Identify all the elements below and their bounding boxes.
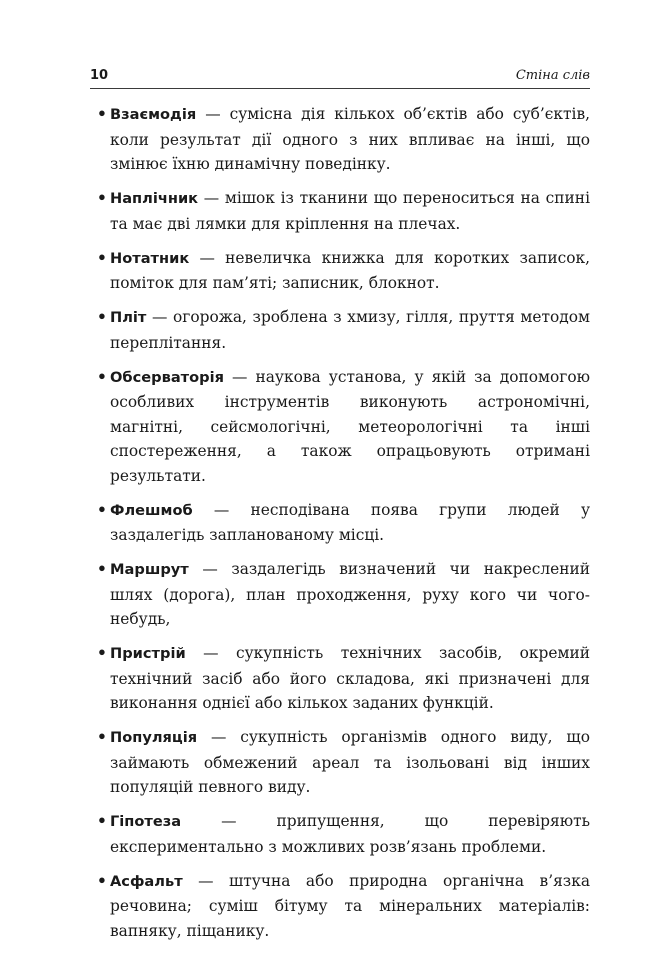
entry-term: Маршрут — [110, 561, 189, 578]
entry-definition: — сукупність організмів одного виду, що займають обмежений ареал та ізольовані від інших популяцій певного виду. — [110, 728, 590, 796]
entry-definition: — сукупність технічних засобів, окремий технічний засіб або його складова, які призначені для виконання однієї або кількох заданих функцій. — [110, 644, 590, 712]
bullet-icon: • — [97, 560, 107, 578]
entry-term: Асфальт — [110, 872, 183, 890]
page-number: 10 — [90, 68, 109, 83]
entry-definition: — несподівана поява групи людей у заздалегідь запланованому місці. — [110, 500, 590, 544]
glossary-entry — [97, 641, 590, 716]
entry-term: Взаємодія — [110, 106, 197, 123]
glossary-entry — [97, 102, 590, 177]
page-header — [90, 66, 590, 89]
entry-definition: — мішок із тканини що переноситься на спині та має дві лямки для кріплення на плечах. — [110, 189, 590, 233]
bullet-icon: • — [97, 105, 107, 123]
glossary-entry — [97, 365, 590, 489]
entry-term: Популяція — [110, 729, 198, 746]
bullet-icon: • — [97, 308, 107, 326]
bullet-icon: • — [97, 248, 107, 267]
glossary-entry — [97, 246, 590, 296]
bullet-icon: • — [97, 644, 107, 662]
glossary-entry — [97, 186, 590, 236]
entry-term: Обсерваторія — [110, 368, 224, 386]
bullet-icon: • — [97, 871, 107, 890]
glossary-entry — [97, 305, 590, 355]
entry-definition: — наукова установа, у якій за допомогою особливих інструментів виконують астрономічні, магнітні, сейсмологічні, метеорологічні та інші спостереження, а також опрацьовують отримані результати. — [110, 367, 590, 485]
entry-term: Гіпотеза — [110, 813, 182, 830]
entry-definition: — огорожа, зроблена з хмизу, гілля, пруття методом переплітання. — [110, 308, 590, 352]
bullet-icon: • — [97, 189, 107, 207]
bullet-icon: • — [97, 500, 107, 519]
entry-term: Пристрій — [110, 645, 186, 662]
entry-definition: — заздалегідь визначений чи накреслений шлях (дорога), план проходження, руху кого чи чого-небудь, — [110, 560, 590, 628]
entry-definition: — припущення, що перевіряють експериментально з можливих розв’язань проблеми. — [110, 812, 590, 856]
bullet-icon: • — [97, 812, 107, 830]
bullet-icon: • — [97, 367, 107, 386]
entry-term: Наплічник — [110, 190, 199, 207]
entry-definition: — сумісна дія кількох об’єктів або суб’єктів, коли результат дії одного з них впливає на інші, що змінює їхню динамічну поведінку. — [110, 105, 590, 173]
glossary-entry — [97, 498, 590, 548]
entry-definition: — невеличка книжка для коротких записок, поміток для пам’яті; записник, блокнот. — [110, 248, 590, 292]
bullet-icon: • — [97, 728, 107, 746]
entry-term: Флешмоб — [110, 501, 193, 519]
entry-term: Пліт — [110, 309, 147, 326]
glossary-entry — [97, 809, 590, 859]
glossary-entry — [97, 725, 590, 800]
glossary-entry — [97, 557, 590, 632]
entry-term: Нотатник — [110, 249, 190, 267]
glossary-entry — [97, 869, 590, 944]
entry-definition: — штучна або природна органічна в’язка речовина; суміш бітуму та мінеральних матеріалів: вапняку, піщанику. — [110, 871, 590, 940]
glossary-list — [97, 102, 590, 953]
running-title: Стіна слів — [515, 68, 590, 83]
